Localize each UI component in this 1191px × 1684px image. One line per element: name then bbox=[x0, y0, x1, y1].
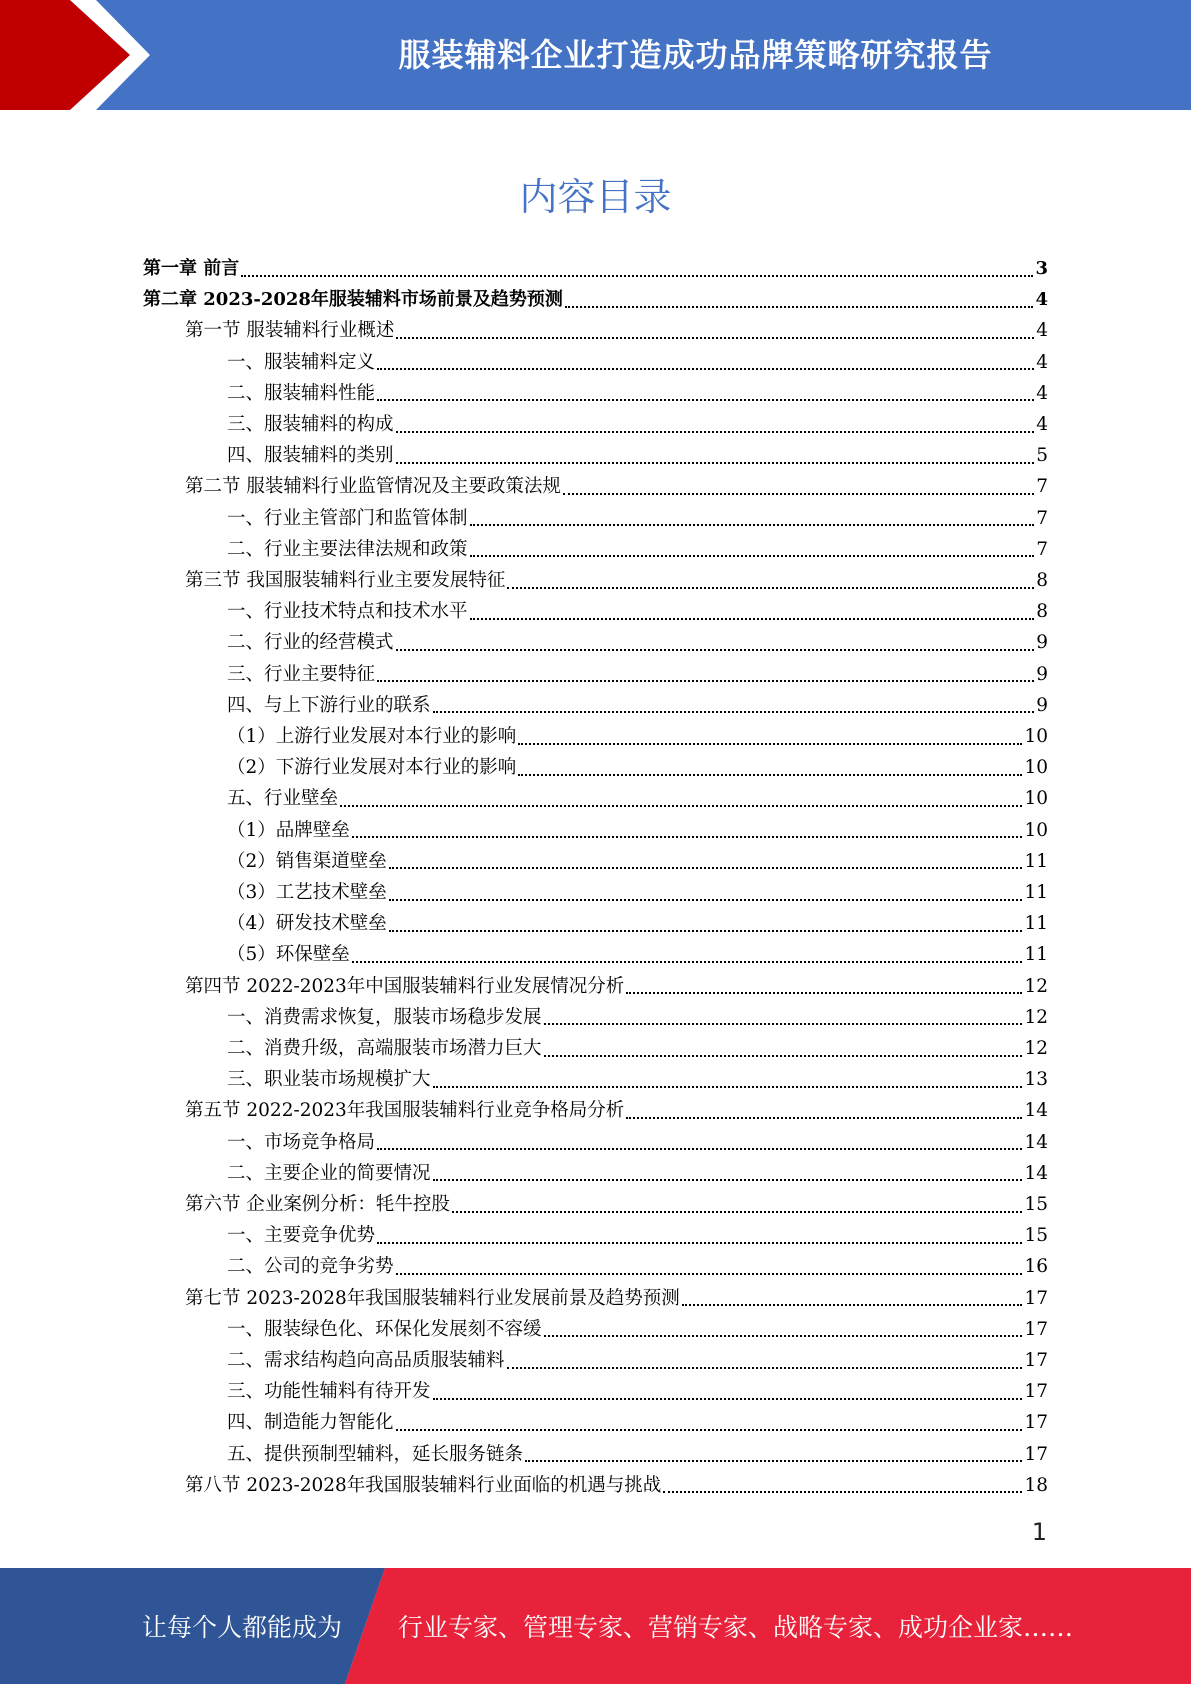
toc-entry[interactable] bbox=[185, 315, 1048, 346]
toc-leader-dots bbox=[433, 1179, 1023, 1181]
toc-entry-label: 一、服装绿色化、环保化发展刻不容缓 bbox=[227, 1318, 542, 1340]
toc-entry-page: 5 bbox=[1036, 445, 1048, 467]
toc-leader-dots bbox=[663, 1491, 1022, 1493]
toc-entry-page: 14 bbox=[1024, 1100, 1048, 1122]
toc-entry[interactable] bbox=[227, 659, 1048, 690]
toc-entry-page: 11 bbox=[1024, 850, 1048, 872]
toc-entry-page: 10 bbox=[1024, 757, 1048, 779]
toc-entry-label: 二、公司的竞争劣势 bbox=[227, 1256, 394, 1278]
toc-leader-dots bbox=[396, 462, 1035, 464]
footer-band bbox=[0, 1568, 1191, 1684]
toc-entry-page: 16 bbox=[1024, 1256, 1048, 1278]
toc-leader-dots bbox=[396, 337, 1034, 339]
toc-entry-label: （3）工艺技术壁垒 bbox=[227, 882, 387, 903]
toc-entry-page: 9 bbox=[1036, 663, 1048, 685]
toc-leader-dots bbox=[377, 1148, 1022, 1150]
toc-entry-page: 4 bbox=[1036, 351, 1048, 373]
toc-entry-page: 18 bbox=[1024, 1474, 1048, 1496]
toc-entry-label: 一、主要竞争优势 bbox=[227, 1225, 376, 1247]
toc-leader-dots bbox=[389, 867, 1023, 869]
toc-entry-label: 一、服装辅料定义 bbox=[227, 351, 376, 373]
toc-entry-label: （1）品牌壁垒 bbox=[227, 819, 350, 841]
toc-entry[interactable] bbox=[227, 908, 1048, 939]
toc-entry[interactable] bbox=[227, 1376, 1048, 1407]
toc-leader-dots bbox=[470, 524, 1035, 526]
toc-entry-page: 17 bbox=[1024, 1350, 1048, 1371]
toc-leader-dots bbox=[470, 555, 1035, 557]
toc-entry-label: 第八节 2023-2028年我国服装辅料行业面临的机遇与挑战 bbox=[185, 1474, 662, 1496]
toc-leader-dots bbox=[396, 1273, 1023, 1275]
toc-leader-dots bbox=[525, 1460, 1022, 1462]
toc-entry-label: 第一节 服装辅料行业概述 bbox=[185, 320, 395, 342]
toc-entry[interactable] bbox=[143, 284, 1048, 315]
toc-entry-label: 二、行业主要法律法规和政策 bbox=[227, 538, 468, 560]
toc-leader-dots bbox=[241, 275, 1033, 277]
toc-leader-dots bbox=[377, 1242, 1022, 1244]
toc-entry[interactable] bbox=[227, 347, 1048, 378]
toc-entry[interactable] bbox=[227, 1407, 1048, 1438]
toc-entry-label: 三、服装辅料的构成 bbox=[227, 414, 394, 435]
toc-leader-dots bbox=[470, 618, 1035, 620]
page-number: 1 bbox=[1031, 1518, 1047, 1546]
toc-entry[interactable] bbox=[185, 971, 1048, 1002]
toc-heading: 内容目录 bbox=[519, 175, 672, 219]
toc-entry[interactable] bbox=[227, 503, 1048, 534]
toc-entry[interactable] bbox=[185, 565, 1048, 596]
toc-entry[interactable] bbox=[227, 1158, 1048, 1189]
toc-entry-page: 15 bbox=[1024, 1225, 1048, 1247]
toc-entry-page: 3 bbox=[1035, 258, 1048, 279]
toc-entry[interactable] bbox=[227, 534, 1048, 565]
toc-entry-page: 8 bbox=[1036, 601, 1048, 623]
toc-leader-dots bbox=[377, 399, 1034, 401]
toc-entry-page: 12 bbox=[1024, 975, 1048, 997]
toc-entry[interactable] bbox=[227, 409, 1048, 440]
toc-entry-page: 8 bbox=[1036, 570, 1048, 591]
toc-entry[interactable] bbox=[185, 1189, 1048, 1220]
toc-entry-label: 一、行业主管部门和监管体制 bbox=[227, 507, 468, 529]
toc-entry-label: 二、行业的经营模式 bbox=[227, 632, 394, 654]
toc-entry-page: 7 bbox=[1036, 507, 1048, 529]
toc-entry[interactable] bbox=[227, 939, 1048, 970]
toc-entry-label: 第五节 2022-2023年我国服装辅料行业竞争格局分析 bbox=[185, 1100, 625, 1122]
toc-entry[interactable] bbox=[227, 440, 1048, 471]
toc-entry-page: 10 bbox=[1024, 726, 1048, 747]
toc-leader-dots bbox=[377, 680, 1034, 682]
footer-slogan-right: 行业专家、管理专家、营销专家、战略专家、成功企业家…… bbox=[398, 1613, 1074, 1642]
toc-leader-dots bbox=[340, 805, 1022, 807]
toc-entry[interactable] bbox=[227, 596, 1048, 627]
toc-leader-dots bbox=[433, 1086, 1023, 1088]
toc-entry[interactable] bbox=[227, 1345, 1048, 1376]
toc-entry-page: 11 bbox=[1024, 913, 1048, 935]
toc-entry[interactable] bbox=[227, 1127, 1048, 1158]
toc-leader-dots bbox=[389, 899, 1023, 901]
toc-entry-page: 17 bbox=[1024, 1443, 1048, 1465]
toc-entry-page: 4 bbox=[1036, 414, 1048, 435]
toc-leader-dots bbox=[544, 1055, 1023, 1057]
toc-leader-dots bbox=[507, 1367, 1023, 1369]
toc-entry-label: 第六节 企业案例分析：牦牛控股 bbox=[185, 1194, 450, 1215]
toc-entry[interactable] bbox=[185, 1095, 1048, 1126]
toc-entry-label: 第七节 2023-2028年我国服装辅料行业发展前景及趋势预测 bbox=[185, 1287, 680, 1309]
toc-entry-label: 第三节 我国服装辅料行业主要发展特征 bbox=[185, 570, 506, 591]
toc-entry-label: （2）下游行业发展对本行业的影响 bbox=[227, 757, 517, 779]
toc-entry-label: （2）销售渠道壁垒 bbox=[227, 850, 387, 872]
toc-entry[interactable] bbox=[227, 1251, 1048, 1282]
report-title: 服装辅料企业打造成功品牌策略研究报告 bbox=[398, 36, 993, 74]
toc-leader-dots bbox=[565, 306, 1034, 308]
toc-leader-dots bbox=[518, 774, 1022, 776]
toc-entry-page: 17 bbox=[1024, 1381, 1048, 1403]
toc-leader-dots bbox=[396, 649, 1035, 651]
toc-entry-page: 9 bbox=[1036, 632, 1048, 654]
toc-entry-page: 15 bbox=[1024, 1194, 1048, 1215]
toc-entry-label: 五、提供预制型辅料，延长服务链条 bbox=[227, 1443, 524, 1465]
toc-entry-label: 三、行业主要特征 bbox=[227, 663, 376, 685]
toc-entry[interactable] bbox=[227, 815, 1048, 846]
toc-entry-label: 三、功能性辅料有待开发 bbox=[227, 1381, 431, 1403]
toc-entry-label: 第二章 2023-2028年服装辅料市场前景及趋势预测 bbox=[143, 289, 563, 311]
toc-entry[interactable] bbox=[227, 1002, 1048, 1033]
toc-entry-label: 三、职业装市场规模扩大 bbox=[227, 1069, 431, 1091]
toc-entry-label: 第二节 服装辅料行业监管情况及主要政策法规 bbox=[185, 476, 561, 498]
toc-entry-page: 9 bbox=[1036, 694, 1048, 716]
toc-entry-page: 7 bbox=[1036, 476, 1048, 498]
toc-leader-dots bbox=[396, 1429, 1023, 1431]
toc-entry-label: 第一章 前言 bbox=[143, 258, 240, 279]
toc-entry[interactable] bbox=[227, 877, 1048, 908]
toc-entry-label: （4）研发技术壁垒 bbox=[227, 913, 387, 935]
toc-entry-label: 一、市场竞争格局 bbox=[227, 1131, 376, 1153]
toc-entry-label: 四、制造能力智能化 bbox=[227, 1412, 394, 1434]
toc-entry[interactable] bbox=[227, 783, 1048, 814]
toc-entry[interactable] bbox=[227, 1033, 1048, 1064]
toc-entry-page: 11 bbox=[1024, 944, 1048, 966]
toc-entry-page: 17 bbox=[1024, 1287, 1048, 1309]
toc-entry[interactable] bbox=[227, 1220, 1048, 1251]
toc-leader-dots bbox=[389, 930, 1023, 932]
toc-entry-page: 4 bbox=[1036, 320, 1048, 342]
toc-leader-dots bbox=[507, 587, 1034, 589]
toc-entry-label: 二、消费升级，高端服装市场潜力巨大 bbox=[227, 1038, 542, 1059]
toc-entry-label: 四、与上下游行业的联系 bbox=[227, 694, 431, 716]
toc-entry-page: 4 bbox=[1036, 382, 1048, 404]
toc-leader-dots bbox=[452, 1211, 1023, 1213]
toc-entry-label: 一、行业技术特点和技术水平 bbox=[227, 601, 468, 623]
toc-entry-label: 二、服装辅料性能 bbox=[227, 382, 376, 404]
toc-entry[interactable] bbox=[143, 253, 1048, 284]
toc-leader-dots bbox=[352, 836, 1023, 838]
toc-leader-dots bbox=[352, 961, 1023, 963]
toc-leader-dots bbox=[626, 992, 1022, 994]
toc-entry-page: 4 bbox=[1035, 289, 1048, 311]
toc-leader-dots bbox=[396, 431, 1035, 433]
toc-entry-label: （5）环保壁垒 bbox=[227, 944, 350, 966]
toc-leader-dots bbox=[544, 1335, 1023, 1337]
toc-leader-dots bbox=[518, 743, 1022, 745]
toc-entry-label: 一、消费需求恢复，服装市场稳步发展 bbox=[227, 1006, 542, 1028]
toc-entry[interactable] bbox=[227, 378, 1048, 409]
toc-leader-dots bbox=[544, 1023, 1023, 1025]
toc-entry[interactable] bbox=[227, 1439, 1048, 1470]
toc-entry-page: 14 bbox=[1024, 1131, 1048, 1153]
toc-entry[interactable] bbox=[185, 471, 1048, 502]
toc-entry[interactable] bbox=[227, 1064, 1048, 1095]
toc-leader-dots bbox=[433, 711, 1035, 713]
toc-entry-page: 12 bbox=[1024, 1006, 1048, 1028]
toc-entry-page: 17 bbox=[1024, 1412, 1048, 1434]
toc-entry-label: 第四节 2022-2023年中国服装辅料行业发展情况分析 bbox=[185, 975, 625, 997]
toc-leader-dots bbox=[433, 1398, 1023, 1400]
toc-entry-page: 7 bbox=[1036, 538, 1048, 560]
toc-entry-label: 二、主要企业的简要情况 bbox=[227, 1162, 431, 1184]
toc-entry[interactable] bbox=[185, 1283, 1048, 1314]
toc-leader-dots bbox=[377, 368, 1034, 370]
toc-entry-label: 四、服装辅料的类别 bbox=[227, 445, 394, 467]
toc-entry-label: 二、需求结构趋向高品质服装辅料 bbox=[227, 1350, 505, 1371]
footer-slogan-left: 让每个人都能成为 bbox=[142, 1613, 343, 1642]
header-band bbox=[0, 0, 1191, 110]
toc-entry[interactable] bbox=[227, 721, 1048, 752]
toc-entry[interactable] bbox=[185, 1470, 1048, 1501]
toc-entry[interactable] bbox=[227, 846, 1048, 877]
toc-entry[interactable] bbox=[227, 752, 1048, 783]
toc-entry-label: 五、行业壁垒 bbox=[227, 788, 339, 810]
toc-leader-dots bbox=[682, 1304, 1023, 1306]
toc-entry-page: 17 bbox=[1024, 1318, 1048, 1340]
toc-entry-page: 12 bbox=[1024, 1038, 1048, 1059]
toc-entry-label: （1）上游行业发展对本行业的影响 bbox=[227, 726, 517, 747]
toc-leader-dots bbox=[563, 493, 1034, 495]
toc-entry[interactable] bbox=[227, 627, 1048, 658]
toc-entry-page: 11 bbox=[1024, 882, 1048, 903]
toc-entry[interactable] bbox=[227, 1314, 1048, 1345]
toc-entry-page: 10 bbox=[1024, 819, 1048, 841]
toc-leader-dots bbox=[626, 1117, 1022, 1119]
toc-entry-page: 13 bbox=[1024, 1069, 1048, 1091]
toc-entry-page: 14 bbox=[1024, 1162, 1048, 1184]
toc-entry-page: 10 bbox=[1024, 788, 1048, 810]
toc-entry[interactable] bbox=[227, 690, 1048, 721]
